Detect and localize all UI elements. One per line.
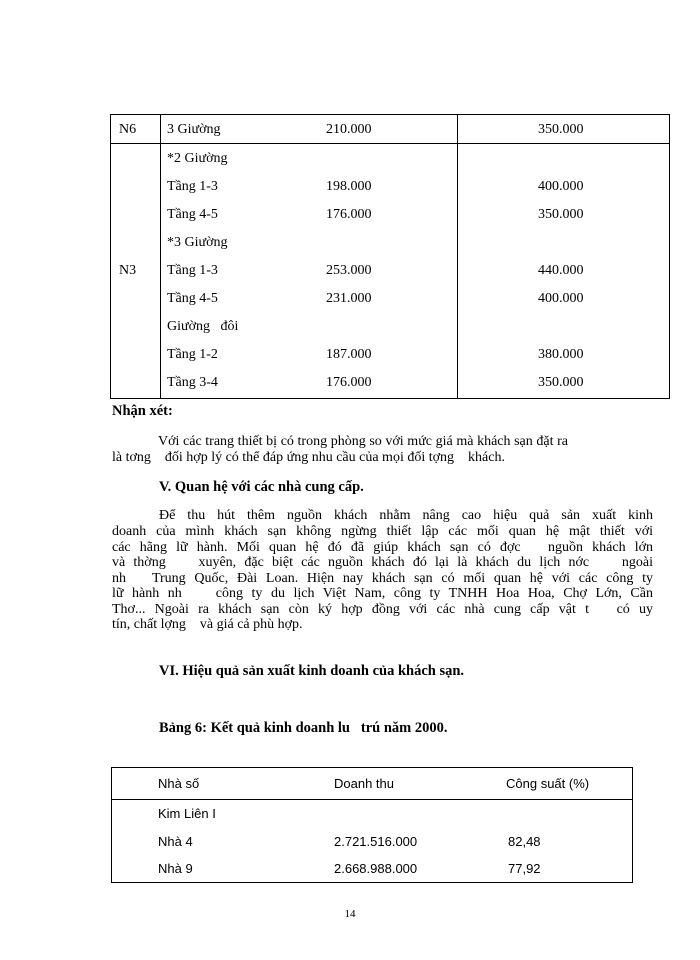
room-desc: Tầng 3-4 [167,375,218,390]
remark-line: Với các trang thiết bị có trong phòng so với mức giá mà khách sạn đặt ra [158,434,568,449]
revenue-value: 2.721.516.000 [334,834,418,849]
column-header: Nhà số [158,776,200,791]
room-desc: *3 Giường [167,235,228,250]
paragraph-line: doanh của mình khách sạn không ngừng thiết lập các mối quan hệ mật thiết với [112,524,653,539]
price-low: 198.000 [326,179,372,194]
price-low: 210.000 [326,122,372,137]
paragraph-line: nh Trung Quốc, Đài Loan. Hiện nay khách sạn có mối quan hệ với các công ty [112,570,653,586]
column-divider [160,115,161,398]
room-desc: Tầng 1-2 [167,347,218,362]
section-paragraph [159,508,653,524]
room-desc: Tầng 4-5 [167,291,218,306]
paragraph-line: và thờng xuyên, đặc biệt các nguồn khách đó lại là khách du lịch nớc ngoài [112,555,653,570]
room-desc: *2 Giường [167,151,228,166]
price-high: 350.000 [538,122,584,137]
remark-heading: Nhận xét: [112,403,173,419]
capacity-value: 82,48 [508,834,541,849]
room-price-table [110,114,670,399]
room-desc: Tầng 1-3 [167,263,218,278]
row-divider [111,143,669,144]
header-divider [112,799,632,800]
column-divider [457,115,458,398]
house-number: Nhà 4 [158,834,193,849]
price-high: 350.000 [538,375,584,390]
table-caption: Bảng 6: Kết quả kinh doanh lu trú năm 2000. [159,720,448,736]
paragraph-line: Để thu hút thêm nguồn khách nhằm nâng cao hiệu quả sản xuất kinh [159,508,653,523]
room-desc: Giường đôi [167,319,239,334]
room-desc: Tầng 4-5 [167,207,218,222]
remark-paragraph-cont [112,450,672,466]
price-low: 187.000 [326,347,372,362]
price-high: 440.000 [538,263,584,278]
room-desc: 3 Giường [167,122,221,137]
paragraph-line: các hãng lữ hành. Mối quan hệ đó đã giúp khách sạn có đợc nguồn khách lớn [112,539,653,555]
section-heading: V. Quan hệ với các nhà cung cấp. [159,479,364,495]
price-high: 380.000 [538,347,584,362]
remark-paragraph [112,434,568,450]
section-paragraph-cont [112,524,653,633]
capacity-value: 77,92 [508,861,541,876]
price-high: 400.000 [538,291,584,306]
business-result-table [111,767,633,883]
price-low: 231.000 [326,291,372,306]
column-header: Công suất (%) [506,776,590,791]
price-low: 253.000 [326,263,372,278]
room-code: N3 [119,263,137,278]
remark-line: là tơng đối hợp lý có thể đáp ứng nhu cầu của mọi đối tợng khách. [112,450,505,465]
price-low: 176.000 [326,207,372,222]
column-header: Doanh thu [334,776,394,791]
price-high: 350.000 [538,207,584,222]
paragraph-line: lữ hành nh công ty du lịch Việt Nam, công ty TNHH Hoa Hoa, Chợ Lớn, Cần [112,586,653,601]
paragraph-line: tín, chất lợng và giá cả phù hợp. [112,617,303,632]
room-code: N6 [119,122,137,137]
price-high: 400.000 [538,179,584,194]
house-number: Nhà 9 [158,861,193,876]
page-number: 14 [344,908,356,920]
room-desc: Tầng 1-3 [167,179,218,194]
revenue-value: 2.668.988.000 [334,861,418,876]
paragraph-line: Thơ... Ngoài ra khách sạn còn ký hợp đồng với các nhà cung cấp vật t có uy [112,601,653,617]
group-label: Kim Liên I [158,806,216,821]
price-low: 176.000 [326,375,372,390]
section-heading: VI. Hiệu quả sản xuất kinh doanh của khách sạn. [159,663,465,679]
